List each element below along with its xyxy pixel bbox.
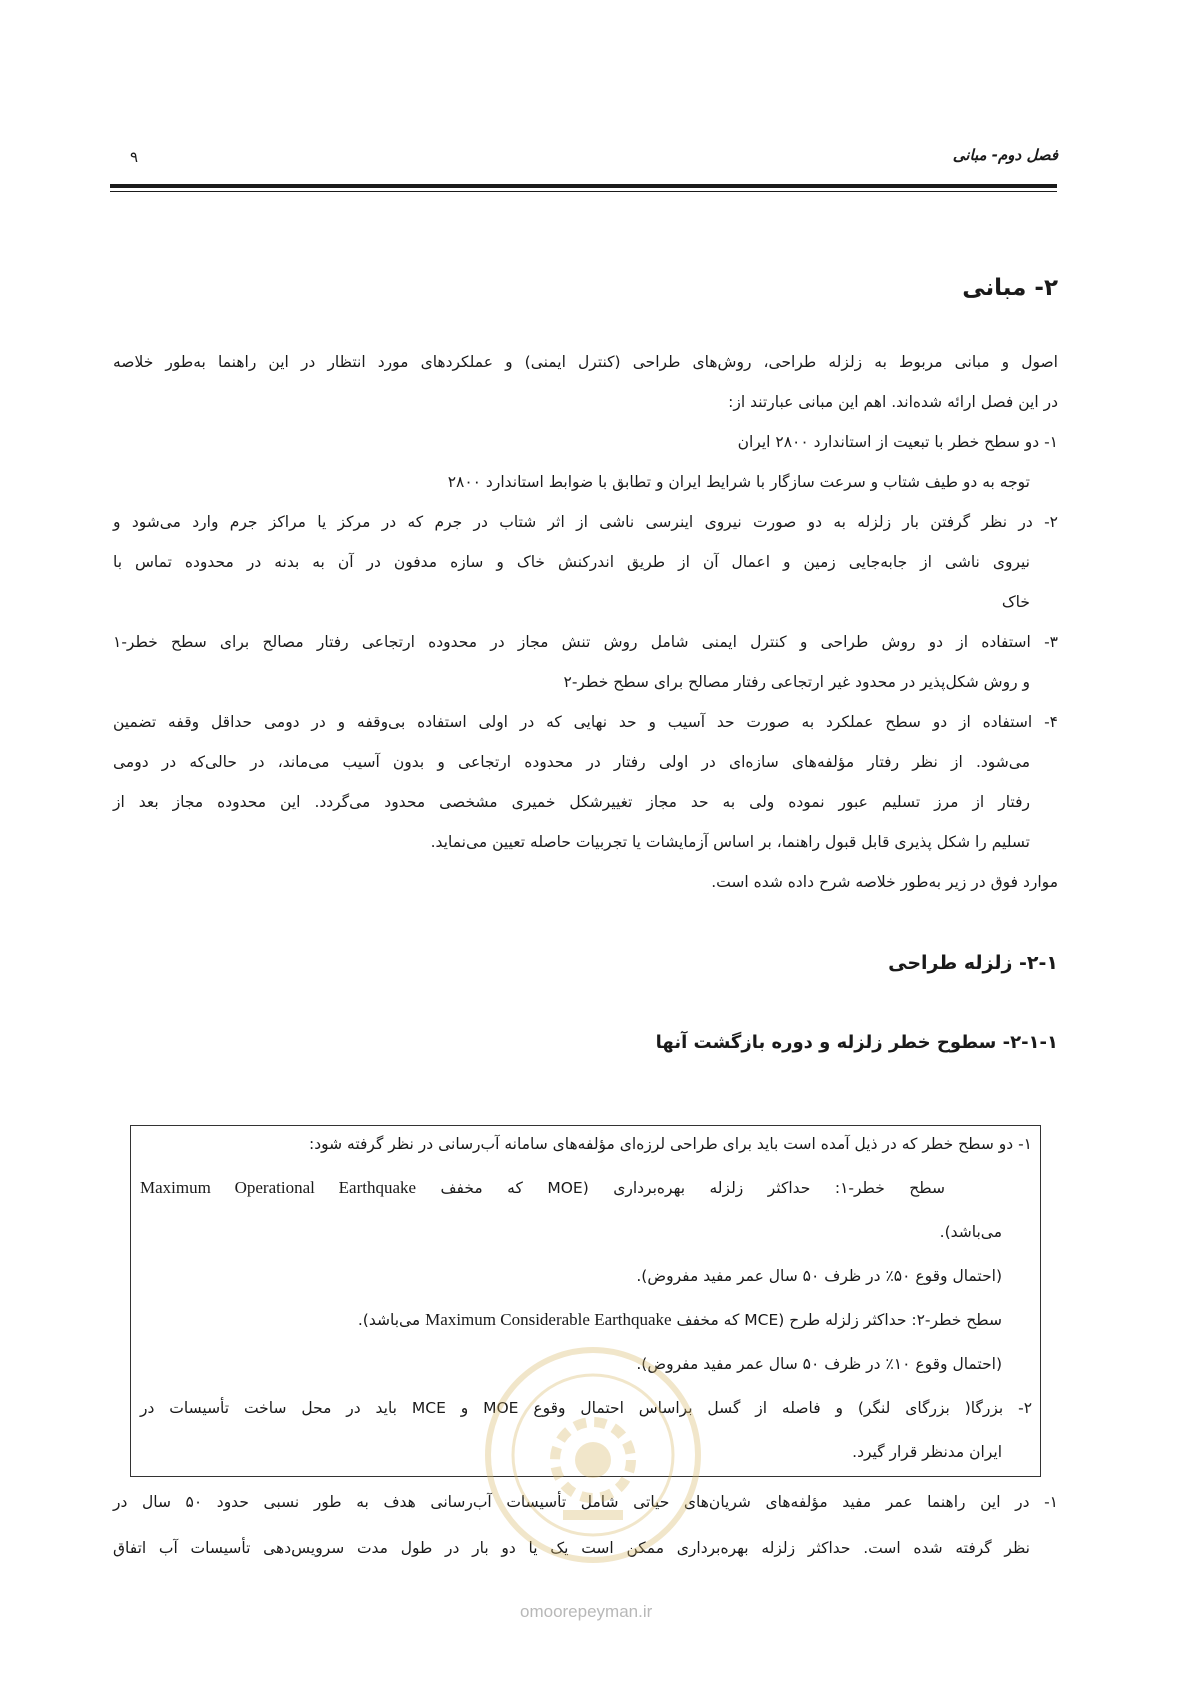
header-rule-thick <box>110 184 1057 188</box>
watermark-url: omoorepeyman.ir <box>520 1602 653 1621</box>
item-3-line-2: و روش شکل‌پذیر در محدود غیر ارتجاعی رفتار مصالح برای سطح خطر-۲ <box>563 673 1030 691</box>
intro-line-1: اصول و مبانی مربوط به زلزله طراحی، روش‌های طراحی (کنترل ایمنی) و عملکردهای مورد انتظار در این راهنما به‌طور خلاصه <box>113 353 1058 371</box>
running-head: فصل دوم- مبانی <box>952 146 1058 164</box>
intro-line-2: در این فصل ارائه شده‌اند. اهم این مبانی عبارتند از: <box>728 393 1058 411</box>
page-number: ۹ <box>130 148 139 166</box>
item-2-line-3: خاک <box>1001 593 1030 611</box>
box-line-2-english: Maximum Operational Earthquake <box>140 1178 417 1197</box>
box-line-5-english: Maximum Considerable Earthquake <box>425 1310 672 1329</box>
after-box-line-1: ۱- در این راهنما عمر مفید مؤلفه‌های شریان‌های حیاتی شامل تأسیسات آب‌رسانی هدف به طور نسبی حدود ۵۰ سال در <box>113 1493 1058 1511</box>
item-1-line-2: توجه به دو طیف شتاب و سرعت سازگار با شرایط ایران و تطابق با ضوابط استاندارد ۲۸۰۰ <box>447 473 1030 491</box>
subsection-title: ۲-۱- زلزله طراحی <box>888 952 1058 974</box>
box-line-8: ایران مدنظر قرار گیرد. <box>852 1443 1002 1461</box>
item-4-line-4: تسلیم را شکل پذیری قابل قبول راهنما، بر اساس آزمایشات یا تجربیات حاصله تعیین می‌نماید. <box>430 833 1030 851</box>
item-4-line-3: رفتار از مرز تسلیم عبور نموده ولی به حد مجاز تغییرشکل خمیری مشخصی محدود می‌گردد. این محدوده مجاز بعد از <box>113 793 1030 811</box>
subsubsection-title: ۲-۱-۱- سطوح خطر زلزله و دوره بازگشت آنها <box>655 1032 1058 1053</box>
item-4-line-1: ۴- استفاده از دو سطح عملکرد به صورت حد آسیب و حد نهایی که در اولی استفاده بی‌وقفه و در دومی حداقل وقفه تضمین <box>113 713 1058 731</box>
box-line-3: می‌باشد). <box>939 1223 1002 1241</box>
box-line-5-persian-a: سطح خطر-۲: حداکثر زلزله طرح (MCE که مخفف <box>676 1311 1002 1329</box>
after-box-line-2: نظر گرفته شده است. حداکثر زلزله بهره‌برداری ممکن است یک یا دو بار در طول مدت سرویس‌دهی تأسیسات آب اتفاق <box>113 1539 1030 1557</box>
item-2-line-2: نیروی ناشی از جابه‌جایی زمین و اعمال آن از طریق اندرکنش خاک و سازه مدفون در آن به بدنه در محدوده تماس با <box>113 553 1030 571</box>
box-line-5-persian-b: می‌باشد). <box>357 1311 421 1329</box>
box-line-6: (احتمال وقوع ۱۰٪ در ظرف ۵۰ سال عمر مفید مفروض). <box>636 1355 1002 1373</box>
section-title: ۲- مبانی <box>962 275 1058 301</box>
box-line-2 <box>140 1178 945 1198</box>
box-line-2-persian: سطح خطر-۱: حداکثر زلزله بهره‌برداری (MOE که مخفف <box>440 1179 945 1197</box>
item-4-line-2: می‌شود. از نظر رفتار مؤلفه‌های سازه‌ای در اولی رفتار در محدوده ارتجاعی و بدون آسیب می‌ماند، در حالی‌که در دومی <box>113 753 1030 771</box>
box-line-5 <box>358 1310 1002 1330</box>
item-2-line-1: ۲- در نظر گرفتن بار زلزله به دو صورت نیروی اینرسی ناشی از اثر شتاب در جرم که در مرکز یا مراکز جرم وارد می‌شود و <box>113 513 1058 531</box>
summary-line: موارد فوق در زیر به‌طور خلاصه شرح داده شده است. <box>711 873 1058 891</box>
item-3-line-1: ۳- استفاده از دو روش طراحی و کنترل ایمنی شامل روش تنش مجاز در محدوده ارتجاعی رفتار مصالح برای سطح خطر-۱ <box>113 633 1058 651</box>
item-1-line-1: ۱- دو سطح خطر با تبعیت از استاندارد ۲۸۰۰ ایران <box>737 433 1058 451</box>
header-rule-thin <box>110 191 1057 192</box>
box-line-1: ۱- دو سطح خطر که در ذیل آمده است باید برای طراحی لرزه‌ای مؤلفه‌های سامانه آب‌رسانی در نظر گرفته شود: <box>308 1135 1032 1153</box>
box-line-7: ۲- بزرگا( بزرگای لنگر) و فاصله از گسل براساس احتمال وقوع MOE و MCE باید در محل ساخت تأسیسات در <box>140 1399 1033 1417</box>
box-line-4: (احتمال وقوع ۵۰٪ در ظرف ۵۰ سال عمر مفید مفروض). <box>636 1267 1002 1285</box>
watermark-seal-icon <box>478 1340 708 1570</box>
